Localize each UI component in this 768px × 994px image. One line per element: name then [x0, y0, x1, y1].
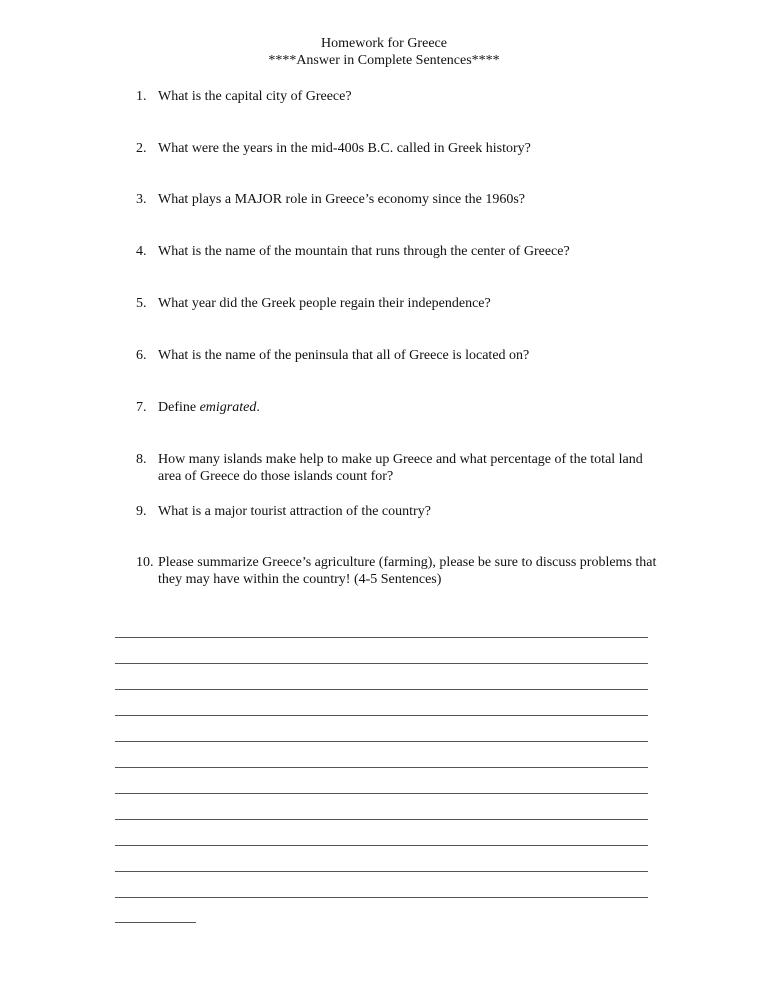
question-4	[136, 243, 666, 260]
question-text: What plays a MAJOR role in Greece’s economy since the 1960s?	[158, 192, 526, 207]
answer-line[interactable]	[115, 793, 648, 794]
answer-line[interactable]	[115, 871, 648, 872]
question-text-suffix: .	[256, 400, 260, 415]
answer-line-end[interactable]	[115, 922, 196, 923]
answer-line[interactable]	[115, 637, 648, 638]
question-text	[158, 399, 666, 416]
question-number: 3.	[136, 192, 147, 207]
answer-line[interactable]	[115, 897, 648, 898]
question-text: How many islands make help to make up Greece and what percentage of the total land area of Greece do those islands count for?	[158, 452, 643, 484]
question-number: 4.	[136, 244, 147, 259]
question-number: 10.	[136, 555, 154, 570]
question-text: What were the years in the mid-400s B.C. called in Greek history?	[158, 141, 531, 156]
question-text: Please summarize Greece’s agriculture (farming), please be sure to discuss problems that they may have within the country! (4-5 Sentences)	[158, 555, 657, 587]
question-6	[136, 347, 666, 364]
question-text: What year did the Greek people regain their independence?	[158, 296, 491, 311]
question-emphasis: emigrated	[199, 400, 257, 415]
question-number: 8.	[136, 452, 147, 467]
answer-line[interactable]	[115, 819, 648, 820]
question-9	[136, 503, 666, 520]
page-title: Homework for Greece	[321, 36, 447, 51]
question-number: 9.	[136, 504, 147, 519]
answer-line[interactable]	[115, 663, 648, 664]
question-text: What is the capital city of Greece?	[158, 89, 352, 104]
question-number: 5.	[136, 296, 147, 311]
page-subtitle: ****Answer in Complete Sentences****	[268, 53, 500, 68]
question-8	[136, 451, 666, 485]
answer-line[interactable]	[115, 715, 648, 716]
question-text-prefix: Define	[158, 400, 200, 415]
question-text: What is the name of the mountain that runs through the center of Greece?	[158, 244, 570, 259]
question-text: What is the name of the peninsula that all of Greece is located on?	[158, 348, 530, 363]
answer-line[interactable]	[115, 767, 648, 768]
question-number: 1.	[136, 89, 147, 104]
question-number: 6.	[136, 348, 147, 363]
question-number: 2.	[136, 141, 147, 156]
question-10	[136, 554, 666, 588]
question-2	[136, 140, 666, 157]
question-1	[136, 88, 666, 105]
question-3	[136, 191, 666, 208]
question-7	[136, 399, 666, 416]
question-5	[136, 295, 666, 312]
question-text: What is a major tourist attraction of the country?	[158, 504, 431, 519]
question-number: 7.	[136, 400, 147, 415]
answer-line[interactable]	[115, 689, 648, 690]
answer-line[interactable]	[115, 741, 648, 742]
answer-line[interactable]	[115, 845, 648, 846]
